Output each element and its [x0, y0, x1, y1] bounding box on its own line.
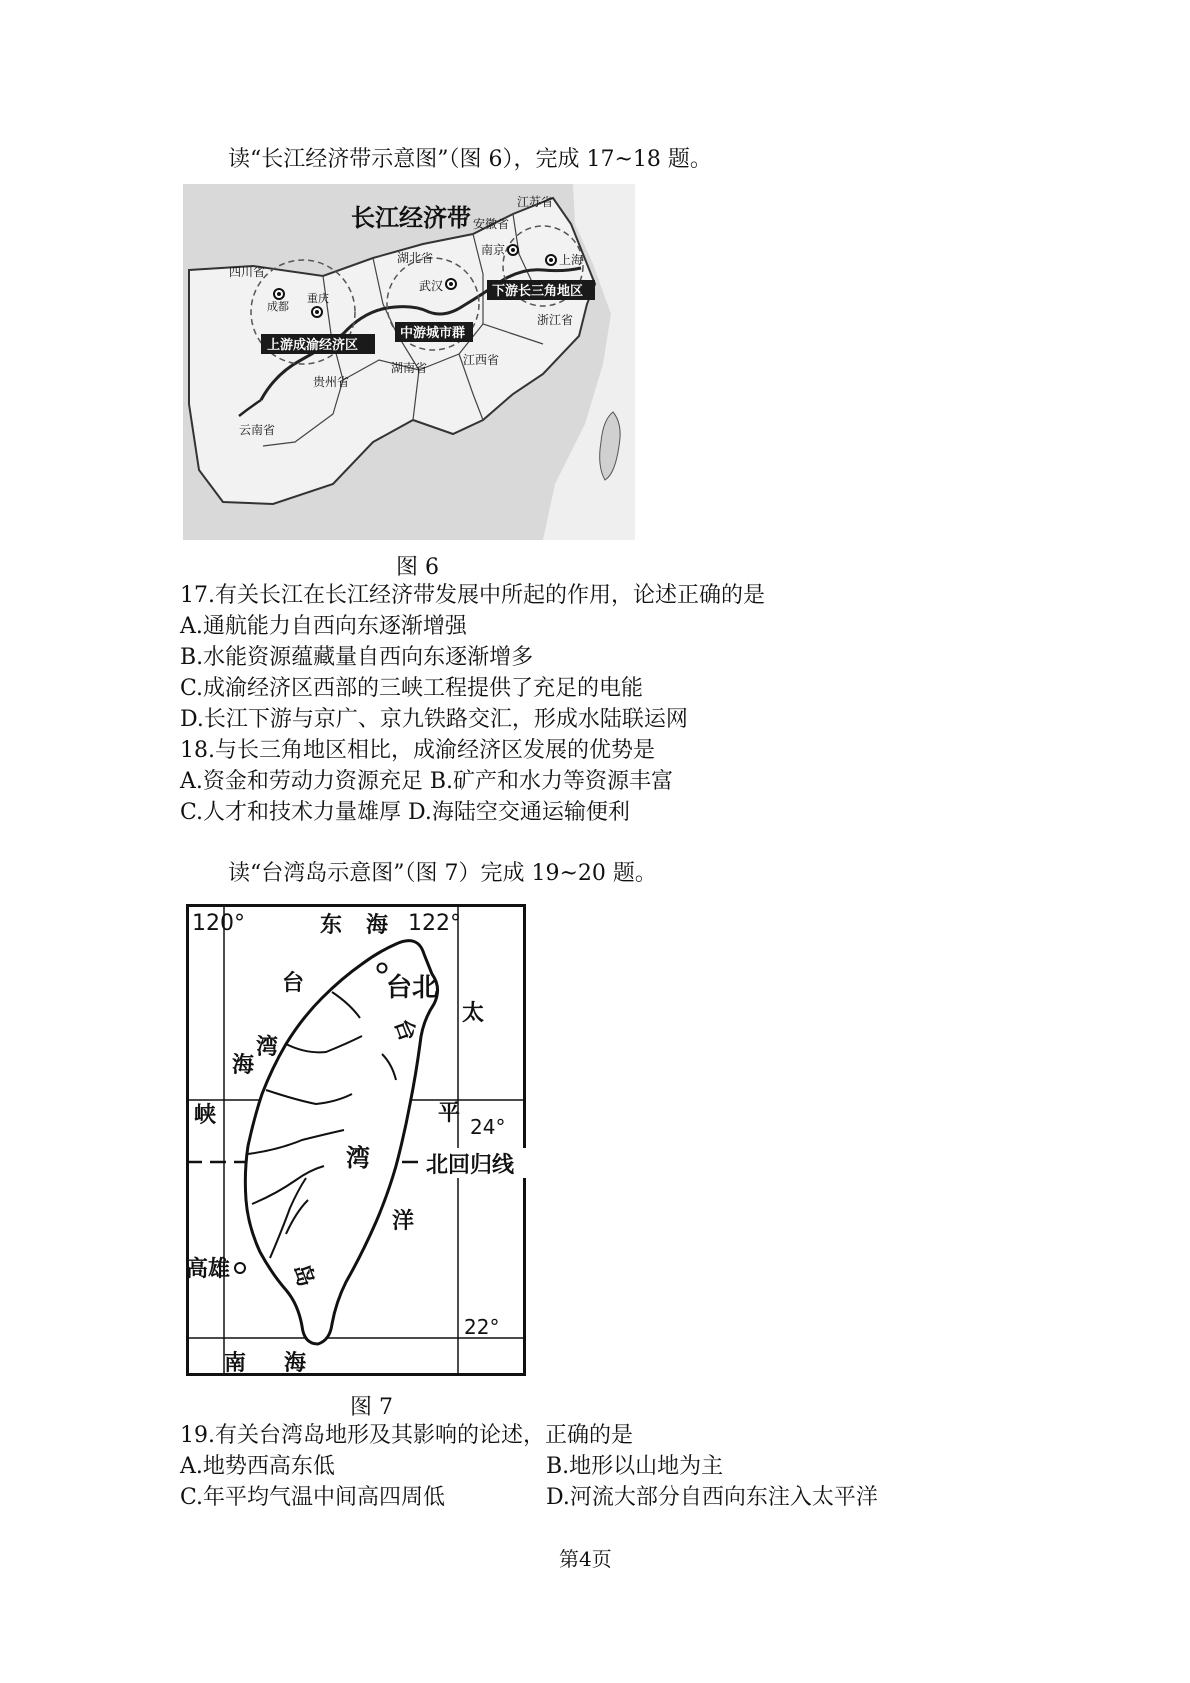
- strait-char-4: 峡: [194, 1103, 217, 1128]
- q17-option-a: A.通航能力自西向东逐渐增强: [180, 614, 467, 639]
- donghai-2: 海: [366, 913, 389, 938]
- island-char-3: 岛: [287, 1260, 319, 1291]
- donghai-1: 东: [320, 913, 343, 938]
- island-char-1: 台: [388, 1015, 420, 1045]
- q19-option-d: D.河流大部分自西向东注入太平洋: [546, 1485, 878, 1510]
- strait-char-1: 台: [282, 971, 305, 996]
- pacific-char-1: 太: [462, 1001, 485, 1026]
- taiwan-island-map: [186, 904, 526, 1376]
- lat-22-label: 22°: [464, 1315, 500, 1339]
- intro-figure-7: 读“台湾岛示意图”（图 7）完成 19~20 题。: [228, 861, 657, 886]
- strait-char-3: 海: [232, 1053, 255, 1078]
- q19-option-a: A.地势西高东低: [180, 1454, 335, 1479]
- label-chengdu: 成都: [267, 300, 289, 313]
- lon-122-label: 122°: [408, 911, 461, 936]
- label-nanjing: 南京: [481, 243, 506, 257]
- label-shanghai: 上海: [559, 253, 584, 267]
- label-guizhou: 贵州省: [313, 375, 350, 389]
- intro-figure-6: 读“长江经济带示意图”（图 6），完成 17~18 题。: [228, 147, 712, 172]
- label-sichuan: 四川省: [229, 265, 266, 279]
- lon-120-label: 120°: [192, 911, 245, 936]
- q17-option-b: B.水能资源蕴藏量自西向东逐渐增多: [180, 645, 534, 670]
- label-middle-region: 中游城市群: [400, 326, 466, 341]
- label-zhejiang: 浙江省: [537, 313, 574, 327]
- q18-options-ab: A.资金和劳动力资源充足 B.矿产和水力等资源丰富: [180, 769, 674, 794]
- q18-options-cd: C.人才和技术力量雄厚 D.海陆空交通运输便利: [180, 800, 630, 825]
- label-yunnan: 云南省: [239, 423, 276, 437]
- tropic-label: 北回归线: [426, 1153, 515, 1178]
- label-hubei: 湖北省: [397, 251, 434, 265]
- q19-option-b: B.地形以山地为主: [546, 1454, 724, 1479]
- pacific-char-3: 洋: [392, 1209, 415, 1234]
- q17-option-d: D.长江下游与京广、京九铁路交汇，形成水陆联运网: [180, 707, 688, 732]
- label-jiangxi: 江西省: [463, 353, 500, 367]
- map1-title: 长江经济带: [351, 204, 471, 232]
- strait-char-2: 湾: [256, 1035, 279, 1060]
- label-upper-region: 上游成渝经济区: [267, 338, 359, 353]
- label-hunan: 湖南省: [391, 361, 428, 375]
- page-number: 第4页: [559, 1547, 612, 1571]
- taipei-label: 台北: [386, 973, 439, 1003]
- q19-stem: 19.有关台湾岛地形及其影响的论述，正确的是: [180, 1423, 633, 1448]
- q18-stem: 18.与长三角地区相比，成渝经济区发展的优势是: [180, 738, 655, 763]
- q17-option-c: C.成渝经济区西部的三峡工程提供了充足的电能: [180, 676, 644, 701]
- q17-stem: 17.有关长江在长江经济带发展中所起的作用，论述正确的是: [180, 583, 765, 608]
- figure-7-caption: 图 7: [350, 1395, 393, 1420]
- label-wuhan: 武汉: [419, 279, 444, 293]
- figure-6-caption: 图 6: [396, 555, 439, 580]
- nanhai-2: 海: [284, 1351, 307, 1376]
- pacific-char-2: 平: [438, 1101, 461, 1126]
- yangtze-economic-belt-map: [183, 184, 635, 540]
- kaohsiung-label: 高雄: [186, 1257, 231, 1282]
- q19-option-c: C.年平均气温中间高四周低: [180, 1485, 446, 1510]
- island-char-2: 湾: [346, 1144, 370, 1172]
- label-chongqing: 重庆: [307, 292, 329, 305]
- nanhai-1: 南: [224, 1351, 247, 1376]
- lat-24-label: 24°: [470, 1115, 506, 1139]
- label-lower-region: 下游长三角地区: [492, 284, 584, 299]
- label-jiangsu: 江苏省: [517, 195, 554, 209]
- label-anhui: 安徽省: [473, 217, 510, 231]
